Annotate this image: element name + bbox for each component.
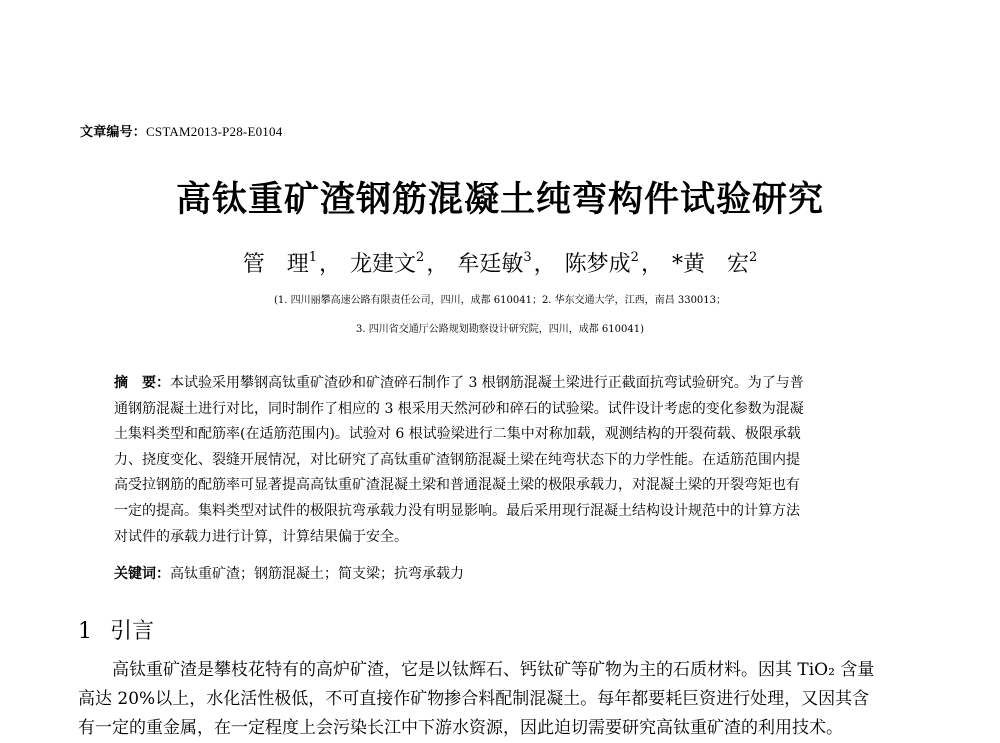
abstract-line: 土集料类型和配筋率(在适筋范围内)。试验对 6 根试验梁进行二集中对称加载，观测结构的开裂荷载、极限承载 — [114, 426, 801, 443]
body-line: 高达 20%以上，水化活性极低，不可直接作矿物掺合料配制混凝土。每年都要耗巨资进行处理，又因其含 — [78, 689, 870, 709]
author-name: 管 理 — [242, 252, 309, 277]
author-affiliation-marker: 2 — [416, 250, 425, 265]
author — [350, 252, 424, 277]
author-separator: ， — [533, 252, 556, 277]
author-list — [0, 247, 1000, 278]
author-separator: ， — [319, 252, 342, 277]
author-name: 牟廷敏 — [457, 252, 524, 277]
paper-title: 高钛重矿渣钢筋混凝土纯弯构件试验研究 — [175, 180, 824, 220]
abstract-line — [114, 371, 868, 397]
section-number: 1 — [78, 619, 92, 644]
abstract-text: 本试验采用攀钢高钛重矿渣砂和矿渣碎石制作了 3 根钢筋混凝土梁进行正截面抗弯试验研究。为了与普 — [170, 375, 804, 391]
body-line: 高钛重矿渣是攀枝花特有的高炉矿渣，它是以钛辉石、钙钛矿等矿物为主的石质材料。因其 TiO₂ 含量 — [112, 660, 875, 680]
author — [565, 252, 639, 277]
author-name: 龙建文 — [350, 252, 417, 277]
author-affiliation-marker: 1 — [308, 250, 318, 265]
author — [672, 252, 757, 277]
abstract-line: 对试件的承载力进行计算，计算结果偏于安全。 — [114, 528, 408, 545]
body-paragraph — [78, 656, 898, 743]
author-affiliation-marker: 2 — [630, 250, 639, 265]
abstract-label: 摘 要： — [114, 375, 170, 391]
author — [243, 252, 317, 277]
author-affiliation-marker: 2 — [748, 250, 758, 265]
article-number-code: CSTAM2013-P28-E0104 — [146, 124, 283, 139]
author-name: *黄 宏 — [671, 252, 749, 277]
affiliation-line: 3. 四川省交通厅公路规划勘察设计研究院，四川，成都 610041) — [356, 324, 644, 335]
keywords — [114, 563, 464, 583]
affiliation-line: (1. 四川丽攀高速公路有限责任公司，四川，成都 610041；2. 华东交通大学，江西，南昌 330013； — [273, 295, 727, 306]
author-separator: ， — [640, 252, 663, 277]
author-affiliation-marker: 3 — [523, 250, 532, 265]
abstract-line: 力、挠度变化、裂缝开展情况，对比研究了高钛重矿渣钢筋混凝土梁在纯弯状态下的力学性能。在适筋范围内提 — [114, 451, 800, 468]
section-heading — [78, 614, 154, 645]
abstract — [114, 371, 868, 550]
article-number-label: 文章编号： — [80, 125, 147, 140]
abstract-line: 高受拉钢筋的配筋率可显著提高高钛重矿渣混凝土梁和普通混凝土梁的极限承载力，对混凝土梁的开裂弯矩也有 — [114, 477, 800, 494]
section-title: 引言 — [110, 619, 155, 644]
abstract-line: 一定的提高。集料类型对试件的极限抗弯承载力没有明显影响。最后采用现行混凝土结构设计规范中的计算方法 — [114, 502, 800, 519]
body-line: 有一定的重金属，在一定程度上会污染长江中下游水资源，因此迫切需要研究高钛重矿渣的利用技术。 — [78, 718, 843, 738]
keywords-text: 高钛重矿渣；钢筋混凝土；简支梁；抗弯承载力 — [170, 566, 464, 582]
author-separator: ， — [426, 252, 449, 277]
author — [457, 252, 531, 277]
author-name: 陈梦成 — [564, 252, 631, 277]
keywords-label: 关键词： — [114, 566, 170, 582]
abstract-line: 通钢筋混凝土进行对比，同时制作了相应的 3 根采用天然河砂和碎石的试验梁。试件设计考虑的变化参数为混凝 — [114, 400, 804, 417]
article-number — [80, 121, 282, 140]
